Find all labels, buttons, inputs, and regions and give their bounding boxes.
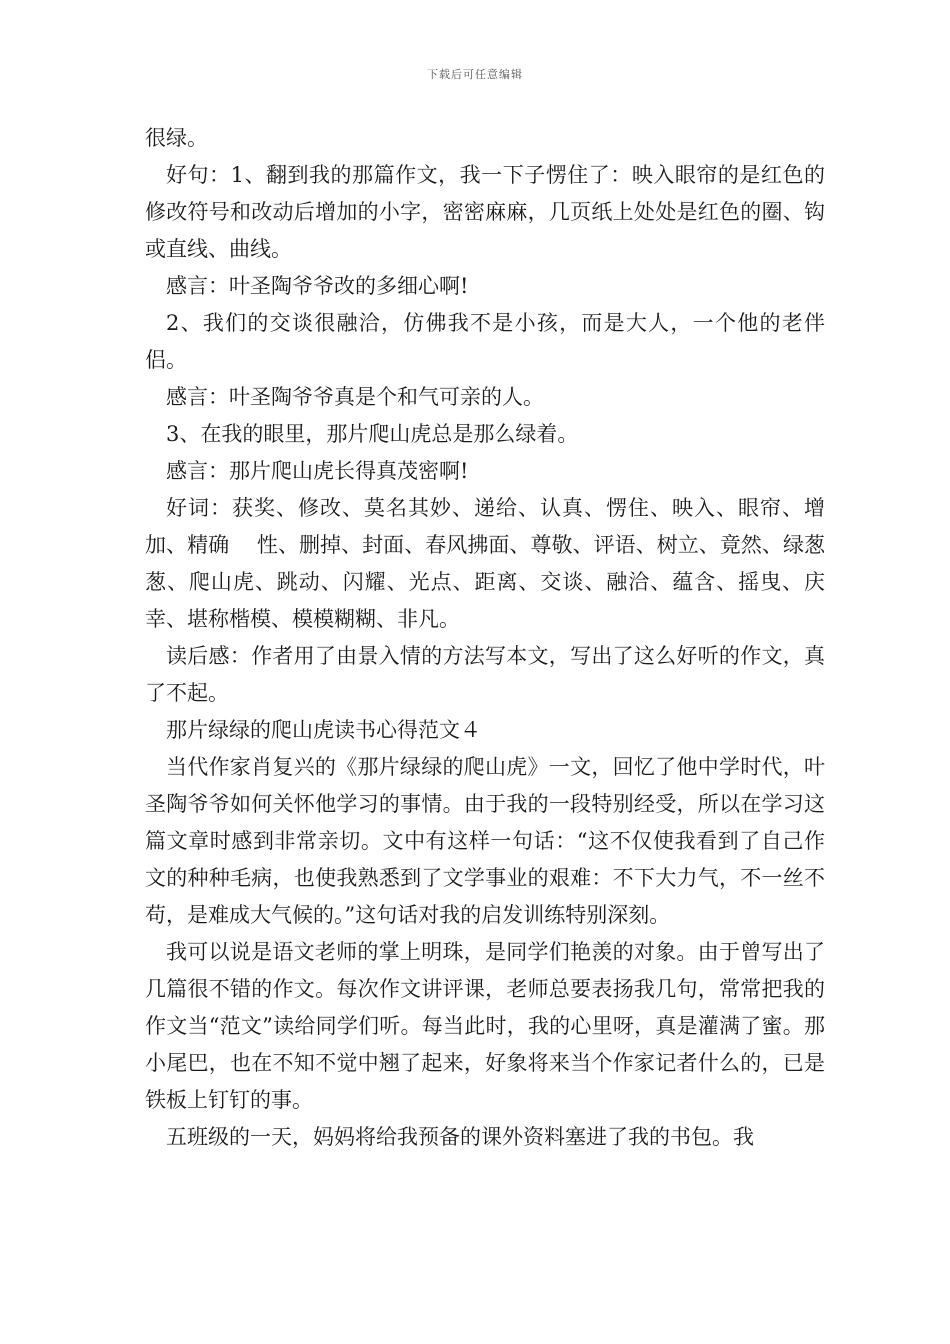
paragraph: 好句：1、翻到我的那篇作文，我一下子愣住了：映入眼帘的是红色的修改符号和改动后增加的小字，密密麻麻，几页纸上处处是红色的圈、钩或直线、曲线。 (145, 163, 825, 261)
paragraph: 读后感：作者用了由景入情的方法写本文，写出了这么好听的作文，真了不起。 (145, 644, 825, 705)
document-body (145, 120, 825, 1156)
paragraph: 感言：那片爬山虎长得真茂密啊! (166, 459, 469, 483)
paragraph: 2、我们的交谈很融洽，仿佛我不是小孩，而是大人，一个他的老伴侣。 (145, 311, 825, 372)
paragraph: 当代作家肖复兴的《那片绿绿的爬山虎》一文，回忆了他中学时代，叶圣陶爷爷如何关怀他学习的事情。由于我的一段特别经受，所以在学习这篇文章时感到非常亲切。文中有这样一句话：“这不仅使我看到了自己作文的种种毛病，也使我熟悉到了文学事业的艰难：不下大力气，不一丝不苟，是难成大气候的。”这句话对我的启发训练特别深刻。 (145, 755, 825, 927)
paragraph: 五班级的一天，妈妈将给我预备的课外资料塞进了我的书包。我 (166, 1125, 754, 1149)
section-title: 那片绿绿的爬山虎读书心得范文４ (166, 718, 481, 742)
paragraph: 很绿。 (145, 126, 208, 150)
paragraph: 我可以说是语文老师的掌上明珠，是同学们艳羡的对象。由于曾写出了几篇很不错的作文。每次作文讲评课，老师总要表扬我几句，常常把我的作文当“范文”读给同学们听。每当此时，我的心里呀，真是灌满了蜜。那小尾巴，也在不知不觉中翘了起来，好象将来当个作家记者什么的，已是铁板上钉钉的事。 (145, 940, 825, 1112)
paragraph: 3、在我的眼里，那片爬山虎总是那么绿着。 (166, 422, 579, 446)
page-header: 下载后可任意编辑 (427, 68, 523, 81)
paragraph: 好词：获奖、修改、莫名其妙、递给、认真、愣住、映入、眼帘、增加、精确 性、删掉、封面、春风拂面、尊敬、评语、树立、竟然、绿葱葱、爬山虎、跳动、闪耀、光点、距离、交谈、融洽、蕴含、摇曳、庆幸、堪称楷模、模模糊糊、非凡。 (145, 496, 825, 631)
paragraph: 感言：叶圣陶爷爷改的多细心啊! (166, 274, 469, 298)
paragraph: 感言：叶圣陶爷爷真是个和气可亲的人。 (166, 385, 544, 409)
